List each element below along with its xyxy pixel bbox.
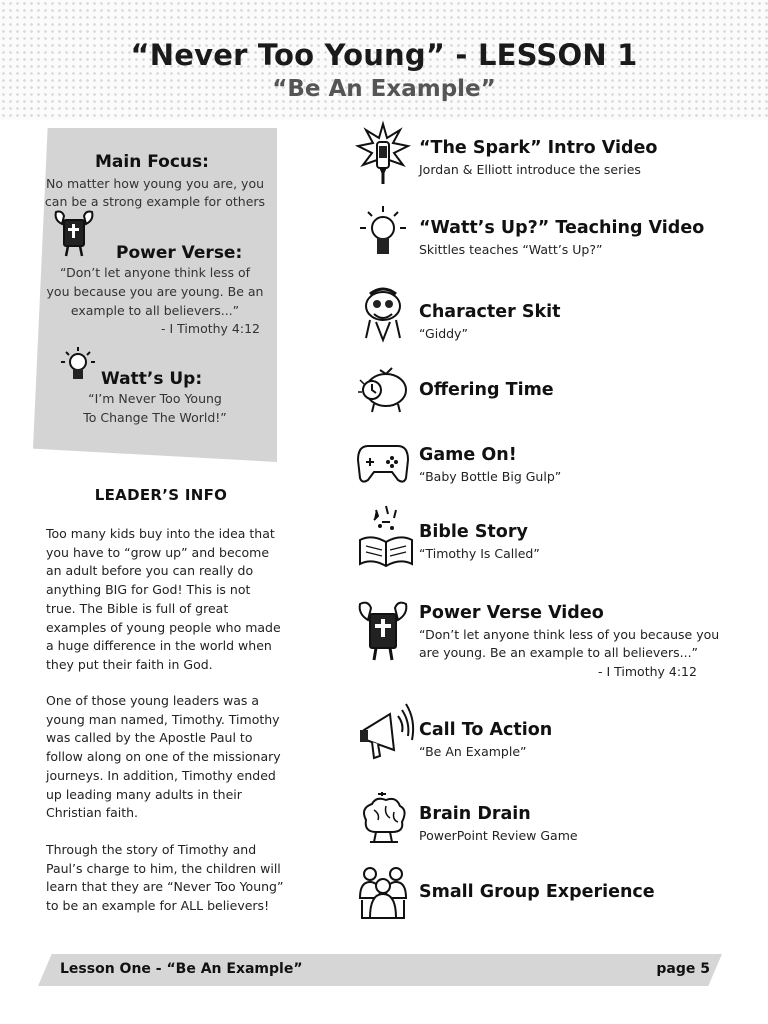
text-line: Too many kids buy into the idea that bbox=[46, 526, 275, 541]
text-line: you have to “grow up” and become bbox=[46, 544, 270, 560]
text-line: learn that they are “Never Too Young” bbox=[46, 879, 284, 895]
text-line: Christian faith. bbox=[46, 805, 139, 821]
agenda-title: “Watt’s Up?” Teaching Video bbox=[419, 218, 705, 238]
agenda-subtitle: “Giddy” bbox=[419, 326, 468, 341]
agenda-subtitle: Skittles teaches “Watt’s Up?” bbox=[419, 242, 603, 257]
text-line: journeys. In addition, Timothy ended bbox=[46, 767, 276, 783]
text-line: Through the story of Timothy and bbox=[46, 842, 257, 857]
agenda-title: Brain Drain bbox=[419, 804, 531, 824]
leaders-info-paragraph-2 bbox=[46, 692, 286, 823]
agenda-subtitle: “Don’t let anyone think less of you because you bbox=[419, 627, 720, 642]
piggy-bank-icon bbox=[356, 362, 410, 416]
watts-up-line-2: To Change The World!” bbox=[83, 410, 227, 425]
text-line: young man named, Timothy. Timothy bbox=[46, 711, 280, 727]
text-line: examples of young people who made bbox=[46, 619, 281, 635]
agenda-subtitle: PowerPoint Review Game bbox=[419, 828, 578, 843]
agenda-subtitle-reference: - I Timothy 4:12 bbox=[598, 664, 697, 679]
text-line: to be an example for ALL believers! bbox=[46, 898, 270, 914]
text-line: Paul’s charge to him, the children will bbox=[46, 860, 281, 876]
text-line: true. The Bible is full of great bbox=[46, 600, 229, 616]
page-subtitle: “Be An Example” bbox=[272, 76, 496, 102]
power-verse-line-3: example to all believers...” bbox=[70, 303, 240, 318]
power-verse-reference: - I Timothy 4:12 bbox=[161, 321, 260, 336]
brain-icon bbox=[356, 792, 410, 846]
power-verse-line-2: you because you are young. Be an bbox=[46, 284, 264, 299]
agenda-title: Call To Action bbox=[419, 720, 553, 740]
leaders-info-heading: LEADER’S INFO bbox=[94, 486, 228, 504]
text-line: they put their faith in God. bbox=[46, 656, 213, 672]
light-bulb-icon bbox=[356, 202, 410, 256]
agenda-title: Offering Time bbox=[419, 380, 554, 400]
light-bulb-icon bbox=[58, 344, 98, 392]
agenda-title: “The Spark” Intro Video bbox=[419, 138, 658, 158]
footer-lesson-label: Lesson One - “Be An Example” bbox=[60, 961, 303, 977]
agenda-title: Game On! bbox=[419, 445, 517, 465]
people-group-icon bbox=[356, 864, 410, 918]
main-focus-line-2: can be a strong example for others bbox=[44, 194, 266, 209]
leaders-info-paragraph-1 bbox=[46, 525, 286, 675]
agenda-subtitle-line-2: are young. Be an example to all believers...” bbox=[419, 645, 699, 660]
agenda-title: Character Skit bbox=[419, 302, 561, 322]
text-line: follow along on one of the missionary bbox=[46, 749, 281, 765]
agenda-subtitle: Jordan & Elliott introduce the series bbox=[419, 162, 641, 177]
text-line: was called by the Apostle Paul to bbox=[46, 730, 253, 746]
watts-up-line-1: “I’m Never Too Young bbox=[88, 391, 222, 406]
text-line: anything BIG for God! This is not bbox=[46, 582, 251, 598]
page-title: “Never Too Young” - LESSON 1 bbox=[130, 38, 638, 72]
agenda-title: Power Verse Video bbox=[419, 603, 604, 623]
game-controller-icon bbox=[356, 440, 410, 494]
footer-page-number: page 5 bbox=[656, 961, 710, 977]
watts-up-heading: Watt’s Up: bbox=[101, 369, 203, 389]
open-bible-icon bbox=[356, 504, 410, 558]
leaders-info-paragraph-3 bbox=[46, 841, 286, 916]
text-line: an adult before you can really do bbox=[46, 563, 254, 579]
megaphone-icon bbox=[356, 700, 410, 754]
main-focus-heading: Main Focus: bbox=[95, 152, 209, 172]
agenda-subtitle: “Timothy Is Called” bbox=[419, 546, 540, 561]
agenda-title: Bible Story bbox=[419, 522, 528, 542]
power-verse-heading: Power Verse: bbox=[116, 243, 243, 263]
text-line: One of those young leaders was a bbox=[46, 693, 259, 708]
power-verse-line-1: “Don’t let anyone think less of bbox=[59, 265, 251, 280]
character-icon bbox=[356, 286, 410, 340]
text-line: up leading many adults in their bbox=[46, 786, 242, 802]
text-line: a huge difference in the world when bbox=[46, 638, 272, 654]
agenda-subtitle: “Baby Bottle Big Gulp” bbox=[419, 469, 562, 484]
strong-bible-icon bbox=[356, 600, 410, 654]
main-focus-line-1: No matter how young you are, you bbox=[45, 176, 265, 191]
spark-plug-icon bbox=[356, 122, 410, 176]
strong-bible-icon bbox=[52, 210, 96, 262]
agenda-subtitle: “Be An Example” bbox=[419, 744, 527, 759]
agenda-title: Small Group Experience bbox=[419, 882, 655, 902]
